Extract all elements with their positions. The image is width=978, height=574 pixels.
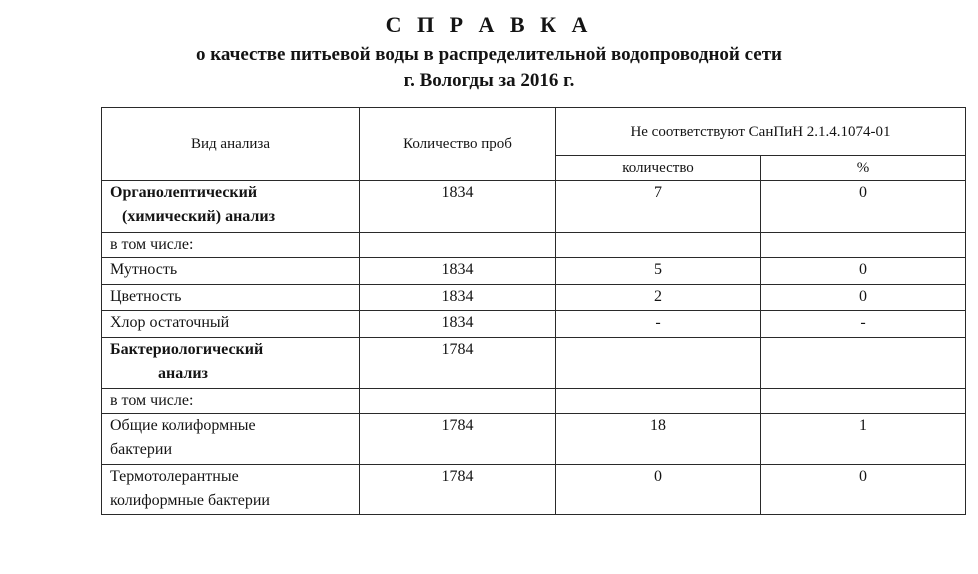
row-name-line: Общие колиформные bbox=[110, 417, 256, 434]
row-name-line: колиформные бактерии bbox=[110, 492, 270, 509]
row-name bbox=[102, 338, 360, 389]
row-name bbox=[102, 465, 360, 515]
row-quantity: - bbox=[556, 311, 761, 338]
row-quantity: 0 bbox=[556, 465, 761, 515]
table-row bbox=[102, 258, 966, 285]
table-row bbox=[102, 233, 966, 258]
row-name: Мутность bbox=[102, 258, 360, 285]
row-samples: 1784 bbox=[360, 465, 556, 515]
table-row bbox=[102, 311, 966, 338]
document-subtitle-line-1: о качестве питьевой воды в распределительной водопроводной сети bbox=[196, 44, 782, 65]
table-row bbox=[102, 414, 966, 465]
row-name: в том числе: bbox=[102, 233, 360, 258]
water-quality-table bbox=[101, 107, 966, 515]
row-name bbox=[102, 414, 360, 465]
row-quantity: 5 bbox=[556, 258, 761, 285]
row-name-line: (химический) анализ bbox=[122, 208, 276, 225]
row-name-line: Термотолерантные bbox=[110, 468, 239, 485]
row-percent: 0 bbox=[761, 181, 966, 233]
row-quantity: 2 bbox=[556, 285, 761, 311]
row-name-line: Органолептический bbox=[110, 184, 258, 201]
header-sample-count: Количество проб bbox=[360, 108, 556, 181]
document-subtitle-line-2: г. Вологды за 2016 г. bbox=[403, 70, 575, 91]
table-row bbox=[102, 465, 966, 515]
table-row bbox=[102, 389, 966, 414]
row-percent: 0 bbox=[761, 285, 966, 311]
row-samples: 1784 bbox=[360, 338, 556, 389]
table-header-row bbox=[102, 108, 966, 156]
row-name-line: Бактериологический bbox=[110, 341, 264, 358]
row-samples: 1834 bbox=[360, 181, 556, 233]
row-samples: 1834 bbox=[360, 258, 556, 285]
header-percent: % bbox=[761, 156, 966, 181]
row-name-line: бактерии bbox=[110, 441, 173, 458]
row-percent: - bbox=[761, 311, 966, 338]
row-name bbox=[102, 181, 360, 233]
table-row bbox=[102, 338, 966, 389]
row-quantity: 7 bbox=[556, 181, 761, 233]
row-name: в том числе: bbox=[102, 389, 360, 414]
header-quantity: количество bbox=[556, 156, 761, 181]
document-title: С П Р А В К А bbox=[385, 12, 593, 37]
header-analysis-type: Вид анализа bbox=[102, 108, 360, 181]
row-percent: 0 bbox=[761, 465, 966, 515]
row-name: Цветность bbox=[102, 285, 360, 311]
row-name: Хлор остаточный bbox=[102, 311, 360, 338]
row-percent: 0 bbox=[761, 258, 966, 285]
row-samples: 1784 bbox=[360, 414, 556, 465]
row-samples: 1834 bbox=[360, 311, 556, 338]
table-row bbox=[102, 181, 966, 233]
row-quantity: 18 bbox=[556, 414, 761, 465]
row-name-line: анализ bbox=[158, 365, 208, 382]
row-percent: 1 bbox=[761, 414, 966, 465]
header-noncompliant: Не соответствуют СанПиН 2.1.4.1074-01 bbox=[556, 108, 966, 156]
row-samples: 1834 bbox=[360, 285, 556, 311]
table-row bbox=[102, 285, 966, 311]
